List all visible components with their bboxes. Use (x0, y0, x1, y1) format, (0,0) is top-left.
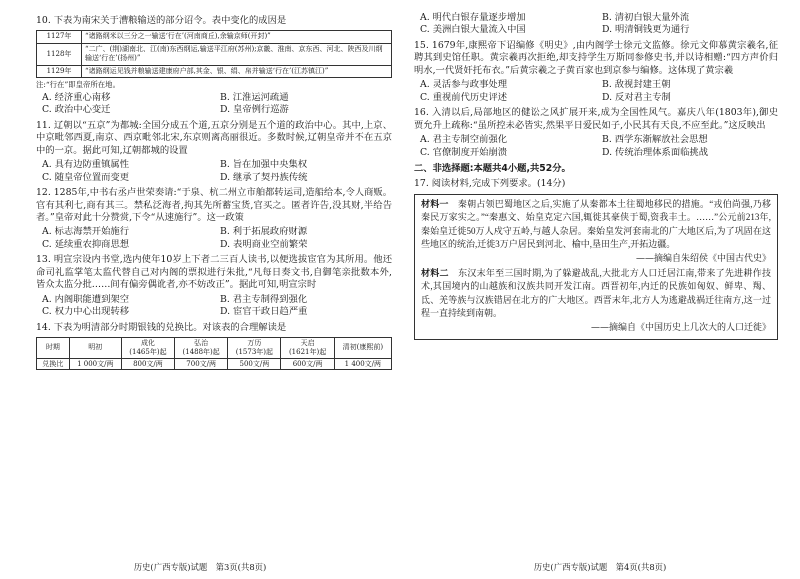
header-label: 弘治 (194, 339, 209, 348)
section-heading: 二、非选择题:本题共4小题,共52分。 (414, 162, 571, 174)
table-header (37, 338, 70, 359)
table-header (69, 338, 121, 359)
question-stem: 15. 1679年,康熙帝下诏编修《明史》,由内阁学士徐元文监修。徐元文仰慕黄宗羲名,征聘其到史馆任职。黄宗羲再次拒绝,却支持学生万斯同参修史书,并以诗相赠:“四方声价归明水,一代贤奸托布衣。”后黄宗羲之子黄百家也到京参与编修。这体现了黄宗羲 (414, 39, 778, 76)
option-b[interactable]: B. 敌视封建王朝 (602, 79, 671, 91)
question-12 (36, 187, 392, 251)
option-a[interactable]: A. 具有边防重镇属性 (42, 159, 129, 171)
option-c[interactable]: C. 美洲白银大量流入中国 (420, 24, 526, 36)
option-b[interactable]: B. 旨在加强中央集权 (220, 159, 308, 171)
options (36, 159, 392, 184)
option-c[interactable]: C. 政治中心变迁 (42, 104, 111, 116)
option-a[interactable]: A. 明代白银存量逐步增加 (420, 12, 526, 23)
option-d[interactable]: D. 明清铜钱更为通行 (602, 24, 690, 36)
option-c[interactable]: C. 权力中心出现转移 (42, 306, 130, 318)
question-15 (414, 40, 778, 104)
table-header-row (37, 338, 392, 359)
option-b[interactable]: B. 利于拓展政府财源 (220, 226, 308, 238)
option-a[interactable]: A. 君主专制空前强化 (420, 134, 507, 146)
option-d[interactable]: D. 表明商业空前繁荣 (220, 238, 308, 250)
table-cell-year: 1128年 (37, 43, 82, 65)
header-sublabel: (1488年)起 (182, 347, 220, 356)
header-label: 成化 (140, 339, 155, 348)
question-stem: 12. 1285年,中书右丞卢世荣奏请:“于泉、杭二州立市舶都转运司,造船给本,令人商贩。官有其利七,商有其三。禁私泛海者,拘其先所蓄宝货,官买之。匿者许告,没其财,半给告者。”皇帝对此十分赞赏,下令“从速施行”。这一政策 (36, 187, 392, 223)
material-text: 东汉末年至三国时期,为了躲避战乱,大批北方人口迁居江南,带来了先进耕作技术,其国境内的山越族和汉族共同开发江南。西晋初年,内迁的民族如匈奴、鲜卑、羯、氐、羌等族与汉族错居在北方的广大地区。西晋末年,北方人为逃避战祸迁往南方,这一过程一直持续到南朝。 (421, 267, 771, 319)
question-stem: 16. 入清以后,局部地区的健讼之风扩展开来,成为全国性风气。嘉庆八年(1803年),御史贾允升上疏称:“虽所控未必皆实,然果平日爱民如子,小民其有天良,不应至此。”这反映出 (414, 107, 778, 131)
header-sublabel: (1465年)起 (129, 347, 167, 356)
options (414, 79, 778, 104)
option-c[interactable]: C. 延续重农抑商思想 (42, 238, 130, 250)
header-sublabel: (1621年)起 (288, 347, 327, 356)
table-header (281, 338, 334, 359)
question-16 (414, 107, 778, 159)
question-13 (36, 254, 392, 318)
option-a[interactable]: A. 标志海禁开始施行 (42, 226, 129, 238)
table-row (37, 358, 392, 370)
header-label: 清初(康熙前) (342, 343, 384, 352)
table-cell: 800文/两 (121, 358, 174, 370)
option-a[interactable]: A. 经济重心南移 (42, 91, 111, 103)
options (36, 92, 392, 117)
header-label: 明初 (88, 343, 103, 352)
option-b[interactable]: B. 君主专制得到强化 (220, 293, 308, 305)
option-a[interactable]: A. 灵活参与政事处理 (420, 79, 507, 91)
option-c[interactable]: C. 随皇帝位置而变更 (42, 171, 130, 183)
question-stem: 13. 明宣宗设内书堂,选内使年10岁上下者二三百人读书,以便选拔宦官为其所用。他还命司礼监掌笔太监代替自己对内阁的票拟进行朱批,“凡每日奏文书,自御笔亲批数本外,皆众太监分批……间有偏旁偶讹者,亦不妨改正”。据此可知,明宣宗时 (36, 254, 392, 291)
question-stem: 17. 阅读材料,完成下列要求。(14分) (414, 178, 566, 190)
table-cell-year: 1129年 (37, 65, 82, 77)
page-footer: 历史(广西专版)试题 第4页(共8页) (533, 561, 667, 572)
material-source: ——摘编自朱绍侯《中国古代史》 (635, 253, 771, 264)
table-header (334, 338, 391, 359)
table-header (175, 338, 228, 359)
material-text: 秦朝占领巴蜀地区之后,实施了从秦都本土往蜀地移民的措施。“戎伯尚强,乃移秦民万家实之。”“秦惠文、始皇克定六国,辄徙其豪侠于蜀,资我丰土。……”公元前213年,秦始皇迁徙50万人戍守五岭,与越人杂居。秦始皇发河套南北的广大地区后,为了巩固在这些地区的统治,迁徙3万户居民到河北、榆中,垦田生产,开拓边疆。 (421, 198, 771, 250)
option-a[interactable]: A. 内阁职能遭到架空 (42, 293, 129, 305)
option-d[interactable]: D. 皇帝例行巡游 (220, 104, 289, 116)
table-row (37, 31, 392, 43)
question-17 (414, 178, 778, 340)
question-14 (36, 322, 392, 371)
options (36, 294, 392, 319)
option-b[interactable]: B. 江淮运河疏通 (220, 91, 289, 103)
table-cell: 600文/两 (281, 358, 334, 370)
question-stem: 10. 下表为南宋关于漕粮输送的部分诏令。表中变化的成因是 (36, 15, 287, 26)
question-stem: 14. 下表为明清部分时期银钱的兑换比。对该表的合理解读是 (36, 321, 287, 333)
options (414, 134, 778, 159)
header-sublabel: (1573年)起 (235, 347, 274, 356)
table-header (121, 338, 174, 359)
option-d[interactable]: D. 传统治理体系面临挑战 (602, 146, 709, 158)
material-one (421, 198, 771, 252)
option-c[interactable]: C. 重视前代历史评述 (420, 91, 508, 103)
table-cell: 1 000文/两 (69, 358, 121, 370)
header-label: 时期 (45, 343, 60, 352)
option-b[interactable]: B. 清初白银大量外流 (602, 12, 690, 23)
table-cell-year: 1127年 (37, 31, 82, 43)
option-d[interactable]: D. 宦官干政日趋严重 (220, 306, 308, 318)
material-label: 材料二 (421, 267, 449, 278)
exchange-rate-table (36, 337, 392, 370)
table-cell: 1 400文/两 (334, 358, 391, 370)
table-cell-text: “诸路纲运见钱并粮输送建康府户部,其金、银、绢、帛并输送‘行在’(江苏镇江)” (82, 65, 392, 77)
option-d[interactable]: D. 反对君主专制 (602, 91, 671, 103)
option-d[interactable]: D. 继承了契丹族传统 (220, 171, 308, 183)
table-cell: 700文/两 (175, 358, 228, 370)
question-11 (36, 120, 392, 184)
table-row (37, 65, 392, 77)
question-stem: 11. 辽朝以“五京”为都城:全国分成五个道,五京分别是五个道的政治中心。其中,上京、中京毗邻西夏,南京、西京毗邻北宋,东京则离高丽很近。多数时候,辽朝皇帝并不在五京中的一京。据此可知,辽朝都城的设置 (36, 119, 392, 156)
table-row (37, 43, 392, 65)
page-footer: 历史(广西专版)试题 第3页(共8页) (133, 561, 267, 572)
option-b[interactable]: B. 西学东渐解放社会思想 (602, 134, 708, 146)
material-label: 材料一 (421, 198, 449, 209)
header-label: 万历 (247, 339, 262, 348)
table-note: 注:“行在”即皇帝所在地。 (36, 79, 120, 89)
options (36, 226, 392, 251)
right-exam-page (400, 0, 800, 579)
row-label: 兑换比 (37, 358, 70, 370)
question-10 (36, 15, 392, 117)
table-header (228, 338, 281, 359)
edict-table (36, 30, 392, 78)
option-c[interactable]: C. 官僚制度开始崩溃 (420, 146, 508, 158)
table-cell-text: “二广、(荆)湖南北、江(南)东西纲运,输送平江府(苏州);京畿、淮南、京东西、河北、陕西及川纲输送‘行在’(扬州)” (82, 43, 392, 65)
question-14-options (414, 12, 778, 37)
table-cell: 500文/两 (228, 358, 281, 370)
header-label: 天启 (300, 339, 315, 348)
table-cell-text: “诸路纲米以三分之一输送‘行在’(河南商丘),余输京师(开封)” (82, 31, 392, 43)
material-source: ——摘编自《中国历史上几次大的人口迁徙》 (590, 322, 771, 333)
material-two (421, 267, 771, 321)
material-box (414, 194, 778, 340)
